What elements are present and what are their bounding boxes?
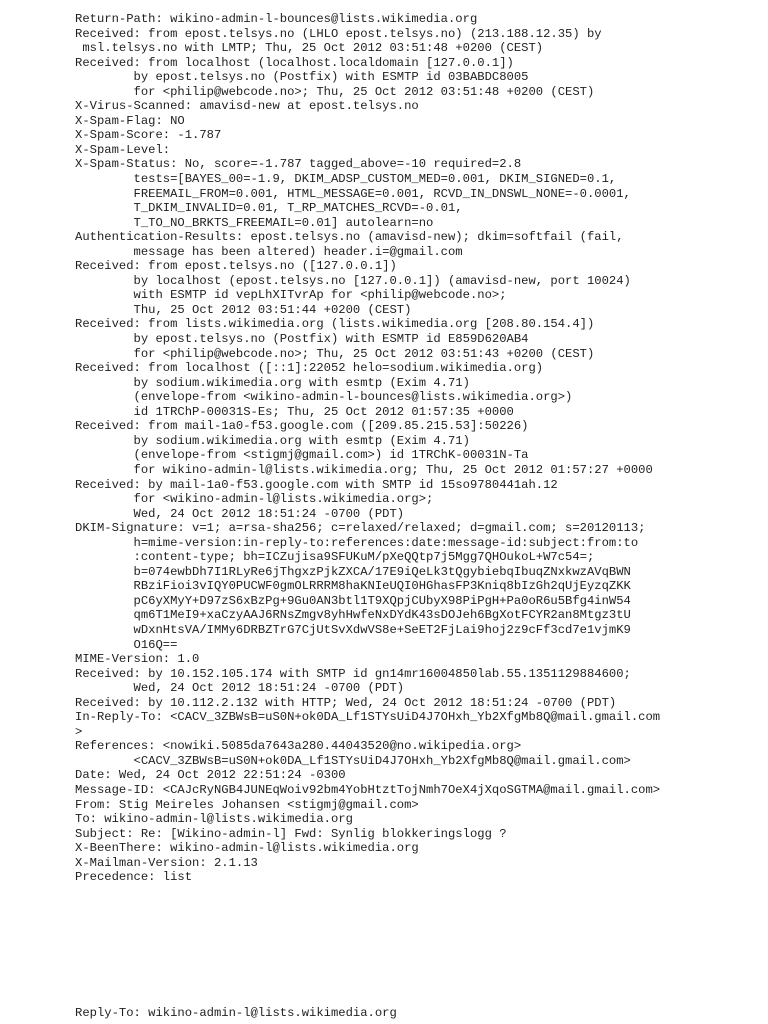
header-line: with ESMTP id vepLhXITvrAp for <philip@webcode.no>; [75, 288, 507, 303]
header-line: for <philip@webcode.no>; Thu, 25 Oct 2012 03:51:43 +0200 (CEST) [75, 346, 595, 361]
header-line: References: <nowiki.5085da7643a280.44043520@no.wikipedia.org> [75, 739, 522, 754]
header-line: by sodium.wikimedia.org with esmtp (Exim 4.71) [75, 375, 470, 390]
header-line: Wed, 24 Oct 2012 18:51:24 -0700 (PDT) [75, 506, 405, 521]
header-line: for <wikino-admin-l@lists.wikimedia.org>; [75, 492, 434, 507]
header-line: DKIM-Signature: v=1; a=rsa-sha256; c=relaxed/relaxed; d=gmail.com; s=20120113; [75, 521, 646, 536]
header-line: :content-type; bh=ICZujisa9SFUKuM/pXeQQtp7j5Mgg7QHOukoL+W7c54=; [75, 550, 595, 565]
header-line: for wikino-admin-l@lists.wikimedia.org; Thu, 25 Oct 2012 01:57:27 +0000 [75, 462, 653, 477]
header-line: (envelope-from <stigmj@gmail.com>) id 1TRChK-00031N-Ta [75, 448, 529, 463]
header-line: In-Reply-To: <CACV_3ZBWsB=uS0N+ok0DA_Lf1STYsUiD4J7OHxh_Yb2XfgMb8Q@mail.gmail.com [75, 710, 661, 725]
header-line: RBziFioi3vIQY0PUCWF0gmOLRRRM8haKNIeUQI0HGhasFP3Kniq8bIzGh2qUjEyzqZKK [75, 579, 631, 594]
header-line: X-Spam-Level: [75, 142, 171, 157]
reply-to-header-line: Reply-To: wikino-admin-l@lists.wikimedia.org [75, 1006, 397, 1020]
header-line: > [75, 724, 83, 739]
header-line: T_DKIM_INVALID=0.01, T_RP_MATCHES_RCVD=-0.01, [75, 201, 463, 216]
header-line: To: wikino-admin-l@lists.wikimedia.org [75, 812, 353, 827]
header-line: X-BeenThere: wikino-admin-l@lists.wikimedia.org [75, 841, 419, 856]
header-line: O16Q== [75, 637, 178, 652]
email-raw-headers [75, 12, 660, 885]
header-line: X-Virus-Scanned: amavisd-new at epost.telsys.no [75, 99, 419, 114]
header-line: Received: by mail-1a0-f53.google.com with SMTP id 15so9780441ah.12 [75, 477, 558, 492]
header-line: Precedence: list [75, 870, 193, 885]
header-line: (envelope-from <wikino-admin-l-bounces@lists.wikimedia.org>) [75, 390, 573, 405]
header-line: by epost.telsys.no (Postfix) with ESMTP id E859D620AB4 [75, 332, 529, 347]
header-line: <CACV_3ZBWsB=uS0N+ok0DA_Lf1STYsUiD4J7OHxh_Yb2XfgMb8Q@mail.gmail.com> [75, 753, 631, 768]
header-line: Received: from localhost ([::1]:22052 helo=sodium.wikimedia.org) [75, 361, 544, 376]
header-line: msl.telsys.no with LMTP; Thu, 25 Oct 2012 03:51:48 +0200 (CEST) [75, 41, 544, 56]
header-line: Received: from epost.telsys.no ([127.0.0.1]) [75, 259, 397, 274]
header-line: Authentication-Results: epost.telsys.no (amavisd-new); dkim=softfail (fail, [75, 230, 624, 245]
header-line: id 1TRChP-00031S-Es; Thu, 25 Oct 2012 01:57:35 +0000 [75, 404, 514, 419]
header-line: Return-Path: wikino-admin-l-bounces@lists.wikimedia.org [75, 12, 478, 26]
header-line: Thu, 25 Oct 2012 03:51:44 +0200 (CEST) [75, 302, 412, 317]
header-line: h=mime-version:in-reply-to:references:date:message-id:subject:from:to [75, 535, 639, 550]
header-line: Received: from lists.wikimedia.org (lists.wikimedia.org [208.80.154.4]) [75, 317, 595, 332]
header-line: Subject: Re: [Wikino-admin-l] Fwd: Synlig blokkeringslogg ? [75, 826, 507, 841]
header-line: pC6yXMyY+D97zS6xBzPg+9Gu0AN3btl1T9XQpjCUbyX98PiPgH+Pa0oR6u5Bfg4inW54 [75, 593, 631, 608]
header-line: From: Stig Meireles Johansen <stigmj@gmail.com> [75, 797, 419, 812]
header-line: for <philip@webcode.no>; Thu, 25 Oct 2012 03:51:48 +0200 (CEST) [75, 84, 595, 99]
header-line: message has been altered) header.i=@gmail.com [75, 244, 463, 259]
header-line: Wed, 24 Oct 2012 18:51:24 -0700 (PDT) [75, 681, 405, 696]
header-line: Received: by 10.112.2.132 with HTTP; Wed, 24 Oct 2012 18:51:24 -0700 (PDT) [75, 695, 617, 710]
header-line: FREEMAIL_FROM=0.001, HTML_MESSAGE=0.001, RCVD_IN_DNSWL_NONE=-0.0001, [75, 186, 631, 201]
header-line: by epost.telsys.no (Postfix) with ESMTP id 03BABDC8005 [75, 70, 529, 85]
header-line: Received: from epost.telsys.no (LHLO epost.telsys.no) (213.188.12.35) by [75, 26, 602, 41]
header-line: wDxnHtsVA/IMMy6DRBZTrG7CjUtSvXdwVS8e+SeET2FjLai9hoj2z9cFf3cd7e1vjmK9 [75, 622, 631, 637]
header-line: tests=[BAYES_00=-1.9, DKIM_ADSP_CUSTOM_MED=0.001, DKIM_SIGNED=0.1, [75, 172, 617, 187]
header-line: X-Spam-Status: No, score=-1.787 tagged_above=-10 required=2.8 [75, 157, 522, 172]
header-line: T_TO_NO_BRKTS_FREEMAIL=0.01] autolearn=no [75, 215, 434, 230]
header-line: Received: by 10.152.105.174 with SMTP id gn14mr16004850lab.55.1351129884600; [75, 666, 631, 681]
header-line: X-Spam-Score: -1.787 [75, 128, 222, 143]
header-line: b=074ewbDh7I1RLyRe6jThgxzPjkZXCA/17E9iQeLk3tQgybiebqIbuqZNxkwzAVqBWN [75, 564, 631, 579]
header-line: X-Mailman-Version: 2.1.13 [75, 855, 258, 870]
header-line: MIME-Version: 1.0 [75, 652, 200, 667]
header-line: Received: from localhost (localhost.localdomain [127.0.0.1]) [75, 55, 514, 70]
header-line: qm6T1MeI9+xaCzyAAJ6RNsZmgv8yhHwfeNxDYdK43sDOJeh6BgXotFCYR2an8Mtgz3tU [75, 608, 631, 623]
header-line: Date: Wed, 24 Oct 2012 22:51:24 -0300 [75, 768, 346, 783]
header-line: X-Spam-Flag: NO [75, 113, 185, 128]
header-line: Message-ID: <CAJcRyNGB4JUNEqWoiv92bm4YobHtztTojNmh7OeX4jXqoSGTMA@mail.gmail.com> [75, 782, 661, 797]
header-line: by localhost (epost.telsys.no [127.0.0.1]) (amavisd-new, port 10024) [75, 273, 631, 288]
header-line: Received: from mail-1a0-f53.google.com ([209.85.215.53]:50226) [75, 419, 529, 434]
header-line: by sodium.wikimedia.org with esmtp (Exim 4.71) [75, 433, 470, 448]
